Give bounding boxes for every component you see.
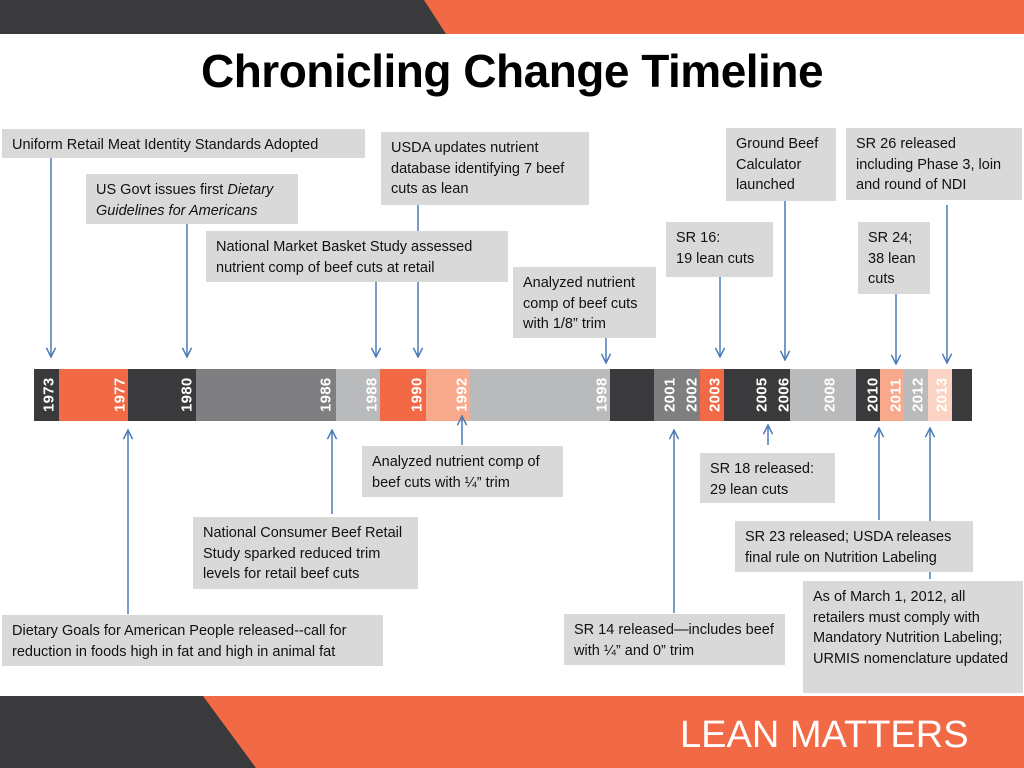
year-label: 2008: [821, 377, 839, 413]
event-note: [846, 128, 1022, 200]
event-note: [86, 174, 298, 224]
year-label: 1990: [408, 377, 426, 413]
event-text: Analyzed nutrient comp of beef cuts with 1/8” trim: [523, 275, 638, 332]
event-text: National Market Basket Study assessed nutrient comp of beef cuts at retail: [216, 239, 473, 276]
event-text: Analyzed nutrient comp of beef cuts with ¼” trim: [372, 454, 540, 491]
year-label: 2013: [933, 377, 951, 413]
event-note: [564, 614, 785, 665]
timeline-bar: [34, 369, 972, 421]
year-label: 1973: [40, 377, 58, 413]
event-text: SR 26 released including Phase 3, loin and round of NDI: [856, 136, 1002, 193]
footer-brand: LEAN MATTERS: [680, 714, 969, 756]
event-note: [726, 128, 836, 201]
timeline-segment: [610, 369, 654, 421]
header-band: [0, 0, 1024, 34]
event-text: Dietary Goals for American People released--call for reduction in foods high in fat and high in animal fat: [12, 623, 347, 660]
event-note: [858, 222, 930, 294]
event-note: [700, 453, 835, 503]
event-text: Ground Beef Calculator launched: [736, 136, 819, 193]
event-text: SR 14 released—includes beef with ¼” and 0” trim: [574, 622, 774, 659]
year-label: 1992: [453, 377, 471, 413]
event-text: As of March 1, 2012, all retailers must comply with Mandatory Nutrition Labeling; URMIS nomenclature updated: [813, 589, 1009, 667]
event-note: [2, 615, 383, 666]
event-text: National Consumer Beef Retail Study sparked reduced trim levels for retail beef cuts: [203, 525, 403, 582]
timeline-segment: [470, 369, 610, 421]
event-text: 29 lean cuts: [710, 481, 789, 498]
event-note: [513, 267, 656, 338]
event-note: [381, 132, 589, 205]
event-text-italic: Dietary Guidelines for Americans: [96, 182, 274, 219]
event-text: SR 18 released:: [710, 461, 814, 477]
event-text: 19 lean cuts: [676, 250, 755, 267]
event-note: [803, 581, 1023, 693]
event-text: USDA updates nutrient database identifying 7 beef cuts as lean: [391, 140, 565, 197]
event-text: Uniform Retail Meat Identity Standards Adopted: [12, 137, 319, 153]
event-note: [735, 521, 973, 572]
year-label: 1998: [593, 377, 611, 413]
year-label: 1980: [178, 377, 196, 413]
event-note: [193, 517, 418, 589]
year-label: 2003: [706, 377, 724, 413]
year-label: 2006: [775, 377, 793, 413]
year-label: 1977: [111, 377, 129, 413]
event-text: SR 23 released; USDA releases final rule on Nutrition Labeling: [745, 529, 952, 566]
year-label: 1988: [363, 377, 381, 413]
year-label: 1986: [317, 377, 335, 413]
event-note: [362, 446, 563, 497]
event-text: SR 24; 38 lean cuts: [868, 230, 916, 287]
page-title: Chronicling Change Timeline: [200, 45, 824, 97]
year-label: 2012: [909, 377, 927, 413]
timeline-segment: [952, 369, 972, 421]
event-text: US Govt issues first: [96, 182, 228, 198]
event-note: [666, 222, 773, 277]
year-label: 2010: [864, 377, 882, 413]
year-label: 2002: [683, 377, 701, 413]
event-note: [206, 231, 508, 282]
event-note: [2, 129, 365, 158]
year-label: 2011: [887, 378, 905, 412]
year-label: 2005: [753, 377, 771, 413]
event-text: SR 16:: [676, 230, 721, 246]
year-label: 2001: [661, 377, 679, 413]
header-band-orange: [424, 0, 1024, 34]
